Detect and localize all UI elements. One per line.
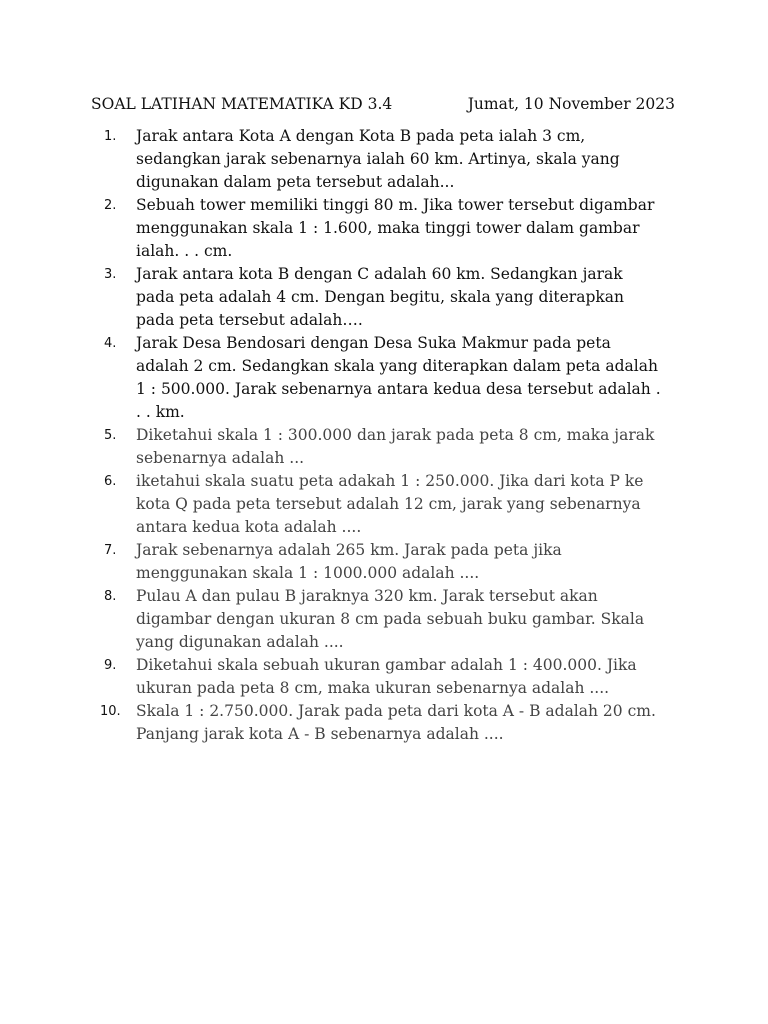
- question-item: [104, 332, 664, 424]
- document-date: Jumat, 10 November 2023: [467, 95, 675, 113]
- question-number: 6.: [104, 474, 117, 489]
- question-number: 8.: [104, 589, 117, 604]
- question-text: Jarak Desa Bendosari dengan Desa Suka Makmur pada peta adalah 2 cm. Sedangkan skala yang diterapkan dalam peta adalah 1 : 500.000. Jarak sebenarnya antara kedua desa tersebut adalah . . . km.: [136, 334, 661, 421]
- question-number: 10.: [100, 704, 121, 719]
- question-text: Diketahui skala sebuah ukuran gambar adalah 1 : 400.000. Jika ukuran pada peta 8 cm, maka ukuran sebenarnya adalah ....: [136, 656, 637, 697]
- question-item: [104, 654, 664, 700]
- question-item: [104, 539, 664, 585]
- question-item: [104, 424, 664, 470]
- question-item: [104, 263, 664, 332]
- question-number: 5.: [104, 428, 117, 443]
- question-number: 7.: [104, 543, 117, 558]
- question-text: Jarak antara kota B dengan C adalah 60 km. Sedangkan jarak pada peta adalah 4 cm. Dengan begitu, skala yang diterapkan pada peta tersebut adalah….: [136, 265, 624, 329]
- document-header: [91, 92, 677, 116]
- question-item: [104, 194, 664, 263]
- question-item: [104, 585, 664, 654]
- question-item: [100, 700, 664, 746]
- question-list: [100, 125, 664, 746]
- question-number: 1.: [104, 129, 117, 144]
- question-text: Jarak antara Kota A dengan Kota B pada peta ialah 3 cm, sedangkan jarak sebenarnya ialah 60 km. Artinya, skala yang digunakan dalam peta tersebut adalah...: [136, 127, 620, 191]
- question-text: Jarak sebenarnya adalah 265 km. Jarak pada peta jika menggunakan skala 1 : 1000.000 adalah ....: [136, 541, 562, 582]
- question-text: Skala 1 : 2.750.000. Jarak pada peta dari kota A - B adalah 20 cm. Panjang jarak kota A - B sebenarnya adalah ....: [136, 702, 656, 743]
- question-number: 3.: [104, 267, 117, 282]
- question-text: Diketahui skala 1 : 300.000 dan jarak pada peta 8 cm, maka jarak sebenarnya adalah ...: [136, 426, 655, 467]
- question-number: 4.: [104, 336, 117, 351]
- document-title: SOAL LATIHAN MATEMATIKA KD 3.4: [91, 95, 393, 113]
- question-item: [104, 125, 664, 194]
- question-text: Sebuah tower memiliki tinggi 80 m. Jika tower tersebut digambar menggunakan skala 1 : 1.600, maka tinggi tower dalam gambar ialah. . . cm.: [136, 196, 655, 260]
- question-item: [104, 470, 664, 539]
- question-number: 9.: [104, 658, 117, 673]
- question-number: 2.: [104, 198, 117, 213]
- question-text: iketahui skala suatu peta adakah 1 : 250.000. Jika dari kota P ke kota Q pada peta tersebut adalah 12 cm, jarak yang sebenarnya antara kedua kota adalah ....: [136, 472, 644, 536]
- question-text: Pulau A dan pulau B jaraknya 320 km. Jarak tersebut akan digambar dengan ukuran 8 cm pada sebuah buku gambar. Skala yang digunakan adalah ....: [136, 587, 645, 651]
